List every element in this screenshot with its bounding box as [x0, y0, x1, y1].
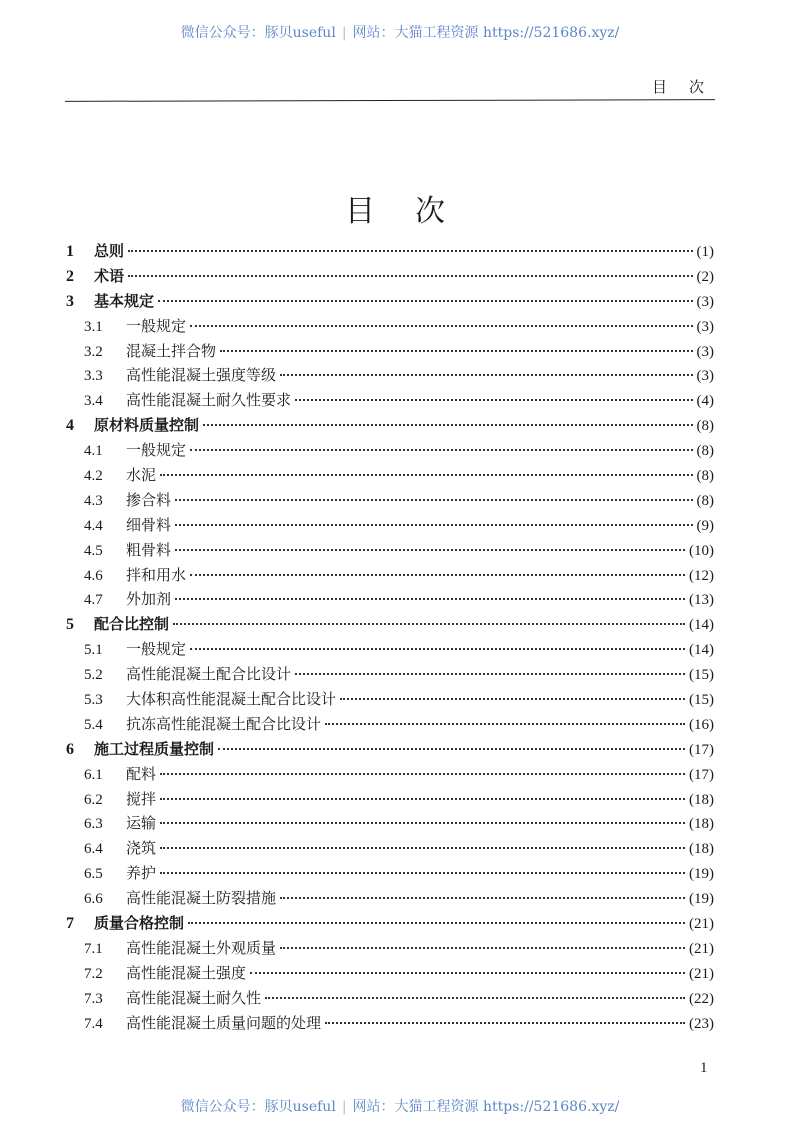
watermark-separator: |	[341, 1099, 347, 1115]
toc-entry-label: 一般规定	[126, 316, 187, 335]
toc-entry-number: 5.1	[84, 642, 103, 659]
toc-dot-leader	[218, 748, 685, 750]
watermark-right: 网站：大猫工程资源 https://521686.xyz/	[352, 1099, 620, 1115]
toc-entry-label: 运输	[126, 814, 157, 833]
toc-dot-leader	[295, 399, 692, 401]
toc-entry-page: (15)	[689, 692, 714, 709]
toc-entry-number: 5	[66, 616, 74, 634]
toc-chapter-entry[interactable]	[64, 414, 714, 439]
toc-dot-leader	[203, 424, 692, 426]
toc-dot-leader	[250, 972, 685, 974]
toc-entry-page: (23)	[689, 1015, 714, 1032]
toc-entry-page: (17)	[689, 766, 714, 783]
toc-section-entry[interactable]	[64, 812, 714, 837]
toc-entry-label: 大体积高性能混凝土配合比设计	[126, 690, 337, 709]
toc-entry-label: 高性能混凝土耐久性	[126, 988, 262, 1007]
toc-entry-number: 4.2	[84, 468, 103, 485]
toc-dot-leader	[160, 847, 685, 849]
toc-entry-label: 配合比控制	[94, 615, 170, 634]
toc-entry-number: 3.2	[84, 343, 103, 360]
toc-entry-page: (21)	[689, 916, 714, 933]
toc-section-entry[interactable]	[64, 713, 714, 738]
toc-dot-leader	[175, 499, 692, 501]
toc-chapter-entry[interactable]	[64, 290, 714, 315]
toc-entry-number: 3.3	[84, 368, 103, 385]
running-head: 目次	[652, 78, 727, 96]
toc-entry-label: 粗骨料	[126, 540, 172, 559]
toc-entry-page: (19)	[689, 866, 714, 883]
toc-entry-label: 高性能混凝土防裂措施	[126, 889, 277, 908]
toc-section-entry[interactable]	[64, 489, 714, 514]
toc-dot-leader	[175, 524, 692, 526]
toc-section-entry[interactable]	[64, 514, 714, 539]
toc-entry-page: (21)	[689, 965, 714, 982]
toc-dot-leader	[340, 698, 685, 700]
toc-entry-number: 6.5	[84, 866, 103, 883]
toc-dot-leader	[280, 374, 692, 376]
toc-dot-leader	[128, 275, 692, 277]
toc-entry-label: 高性能混凝土外观质量	[126, 938, 277, 957]
toc-entry-page: (4)	[696, 393, 714, 410]
toc-entry-number: 7.1	[84, 940, 103, 957]
toc-section-entry[interactable]	[64, 315, 714, 340]
toc-entry-page: (18)	[689, 791, 714, 808]
toc-dot-leader	[175, 549, 685, 551]
toc-dot-leader	[295, 673, 685, 675]
page-number: 1	[700, 1060, 708, 1076]
toc-entry-number: 7.3	[84, 990, 103, 1007]
header-rule	[65, 99, 715, 102]
toc-chapter-entry[interactable]	[64, 265, 714, 290]
toc-entry-label: 搅拌	[126, 789, 157, 808]
toc-dot-leader	[188, 922, 685, 924]
toc-dot-leader	[160, 872, 685, 874]
toc-section-entry[interactable]	[64, 763, 714, 788]
toc-entry-page: (13)	[689, 592, 714, 609]
toc-entry-page: (12)	[689, 567, 714, 584]
toc-entry-label: 养护	[126, 864, 157, 883]
toc-entry-label: 原材料质量控制	[94, 416, 200, 435]
toc-entry-number: 7.4	[84, 1015, 103, 1032]
toc-chapter-entry[interactable]	[64, 738, 714, 763]
toc-entry-number: 5.2	[84, 667, 103, 684]
toc-dot-leader	[190, 574, 685, 576]
toc-entry-label: 浇筑	[126, 839, 157, 858]
toc-entry-number: 4.5	[84, 542, 103, 559]
toc-entry-number: 4.3	[84, 492, 103, 509]
toc-chapter-entry[interactable]	[64, 912, 714, 937]
toc-dot-leader	[190, 648, 685, 650]
toc-dot-leader	[190, 325, 692, 327]
toc-entry-number: 4.6	[84, 567, 103, 584]
toc-entry-number: 3	[66, 292, 74, 310]
toc-entry-number: 4	[66, 417, 74, 435]
toc-entry-label: 施工过程质量控制	[94, 739, 215, 758]
toc-dot-leader	[160, 798, 685, 800]
toc-entry-label: 水泥	[126, 466, 157, 485]
toc-dot-leader	[280, 947, 685, 949]
toc-entry-page: (16)	[689, 716, 714, 733]
toc-entry-number: 5.3	[84, 692, 103, 709]
toc-section-entry[interactable]	[64, 987, 714, 1012]
toc-dot-leader	[128, 250, 692, 252]
toc-entry-number: 3.4	[84, 393, 103, 410]
toc-entry-number: 7.2	[84, 965, 103, 982]
table-of-contents	[64, 240, 714, 1037]
toc-entry-number: 1	[66, 243, 74, 260]
toc-entry-label: 高性能混凝土强度	[126, 963, 247, 982]
toc-entry-number: 4.4	[84, 517, 103, 534]
toc-entry-page: (14)	[689, 642, 714, 659]
toc-entry-page: (15)	[689, 667, 714, 684]
toc-dot-leader	[280, 897, 685, 899]
toc-entry-label: 高性能混凝土强度等级	[126, 366, 277, 385]
toc-section-entry[interactable]	[64, 588, 714, 613]
toc-entry-number: 6	[66, 740, 74, 758]
toc-entry-number: 3.1	[84, 318, 103, 335]
toc-section-entry[interactable]	[64, 638, 714, 663]
toc-entry-page: (18)	[689, 816, 714, 833]
toc-entry-page: (9)	[696, 517, 714, 534]
toc-entry-page: (8)	[696, 443, 714, 460]
toc-entry-page: (18)	[689, 841, 714, 858]
watermark-left: 微信公众号：豚贝useful	[180, 25, 336, 41]
toc-section-entry[interactable]	[64, 663, 714, 688]
watermark-right: 网站：大猫工程资源 https://521686.xyz/	[352, 25, 620, 41]
toc-section-entry[interactable]	[64, 389, 714, 414]
toc-entry-page: (2)	[696, 268, 714, 285]
toc-entry-label: 混凝土拌合物	[126, 341, 217, 360]
toc-section-entry[interactable]	[64, 539, 714, 564]
toc-entry-page: (8)	[696, 492, 714, 509]
toc-section-entry[interactable]	[64, 887, 714, 912]
page-title: 目次	[345, 194, 485, 229]
toc-entry-page: (3)	[696, 368, 714, 385]
toc-entry-page: (1)	[696, 244, 714, 260]
toc-dot-leader	[190, 449, 692, 451]
toc-entry-number: 2	[66, 267, 74, 285]
toc-entry-label: 细骨料	[126, 515, 172, 534]
toc-entry-label: 外加剂	[126, 590, 172, 609]
toc-chapter-entry[interactable]	[64, 240, 714, 265]
toc-entry-page: (14)	[689, 617, 714, 634]
toc-entry-page: (8)	[696, 468, 714, 485]
toc-dot-leader	[158, 300, 692, 302]
toc-dot-leader	[160, 773, 685, 775]
toc-section-entry[interactable]	[64, 862, 714, 887]
toc-entry-page: (3)	[696, 293, 714, 310]
toc-section-entry[interactable]	[64, 564, 714, 589]
toc-section-entry[interactable]	[64, 340, 714, 365]
toc-entry-page: (22)	[689, 990, 714, 1007]
toc-entry-page: (3)	[696, 343, 714, 360]
toc-entry-label: 高性能混凝土质量问题的处理	[126, 1013, 322, 1032]
watermark-top	[0, 22, 800, 42]
toc-entry-label: 总则	[94, 242, 125, 260]
toc-entry-label: 一般规定	[126, 441, 187, 460]
toc-entry-label: 高性能混凝土配合比设计	[126, 665, 292, 684]
toc-dot-leader	[325, 723, 685, 725]
toc-entry-page: (10)	[689, 542, 714, 559]
toc-entry-label: 术语	[94, 266, 125, 285]
toc-section-entry[interactable]	[64, 364, 714, 389]
toc-entry-label: 掺合料	[126, 490, 172, 509]
toc-entry-label: 配料	[126, 764, 157, 783]
toc-entry-page: (17)	[689, 741, 714, 758]
toc-dot-leader	[160, 474, 692, 476]
watermark-bottom	[0, 1096, 800, 1116]
toc-section-entry[interactable]	[64, 439, 714, 464]
toc-entry-label: 拌和用水	[126, 565, 187, 584]
toc-entry-label: 抗冻高性能混凝土配合比设计	[126, 714, 322, 733]
toc-entry-number: 6.6	[84, 891, 103, 908]
toc-entry-number: 6.4	[84, 841, 103, 858]
toc-dot-leader	[265, 997, 685, 999]
toc-dot-leader	[325, 1022, 685, 1024]
toc-section-entry[interactable]	[64, 788, 714, 813]
toc-entry-number: 6.1	[84, 766, 103, 783]
toc-section-entry[interactable]	[64, 688, 714, 713]
toc-entry-number: 7	[66, 915, 74, 933]
watermark-left: 微信公众号：豚贝useful	[180, 1099, 336, 1115]
toc-entry-label: 基本规定	[94, 291, 155, 310]
toc-entry-page: (19)	[689, 891, 714, 908]
toc-chapter-entry[interactable]	[64, 613, 714, 638]
toc-entry-number: 6.3	[84, 816, 103, 833]
toc-section-entry[interactable]	[64, 1012, 714, 1037]
toc-entry-number: 4.7	[84, 592, 103, 609]
toc-section-entry[interactable]	[64, 837, 714, 862]
toc-section-entry[interactable]	[64, 962, 714, 987]
toc-section-entry[interactable]	[64, 937, 714, 962]
toc-dot-leader	[175, 598, 685, 600]
toc-entry-number: 5.4	[84, 716, 103, 733]
toc-entry-number: 4.1	[84, 443, 103, 460]
toc-dot-leader	[173, 623, 685, 625]
toc-entry-number: 6.2	[84, 791, 103, 808]
toc-dot-leader	[160, 822, 685, 824]
toc-dot-leader	[220, 350, 692, 352]
watermark-separator: |	[341, 25, 347, 41]
toc-entry-page: (21)	[689, 940, 714, 957]
toc-entry-page: (3)	[696, 318, 714, 335]
toc-section-entry[interactable]	[64, 464, 714, 489]
toc-entry-label: 质量合格控制	[94, 914, 185, 933]
toc-entry-label: 一般规定	[126, 640, 187, 659]
toc-entry-page: (8)	[696, 418, 714, 435]
toc-entry-label: 高性能混凝土耐久性要求	[126, 391, 292, 410]
